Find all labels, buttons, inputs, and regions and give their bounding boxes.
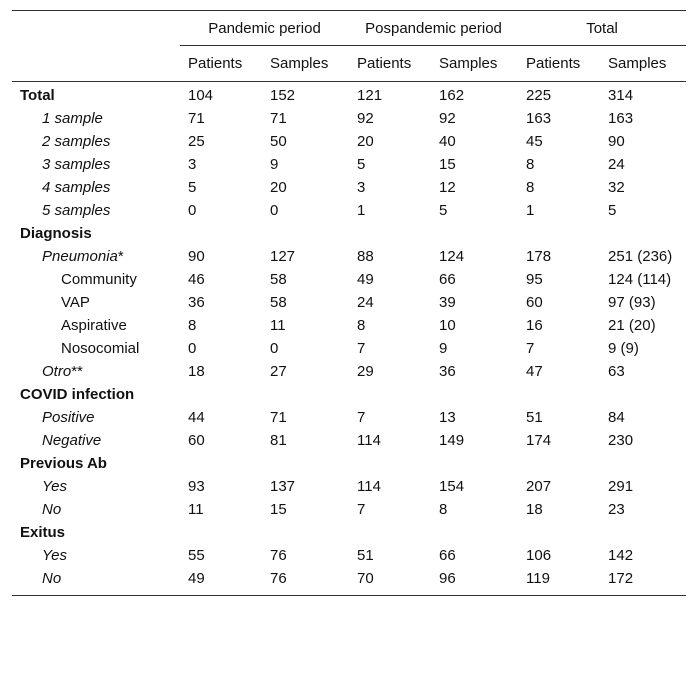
table-cell: 58	[270, 271, 287, 288]
row-label: Exitus	[20, 524, 66, 541]
table-cell: 55	[188, 547, 205, 564]
table-cell	[431, 383, 518, 406]
group-header-row	[12, 11, 686, 46]
table-cell	[349, 521, 431, 544]
data-table	[12, 10, 686, 596]
table-cell: 63	[608, 363, 625, 380]
table-cell: 66	[439, 271, 456, 288]
table-row	[12, 199, 686, 222]
table-cell: 20	[270, 179, 287, 196]
row-label: 3 samples	[42, 156, 111, 173]
row-label: Negative	[42, 432, 102, 449]
table-cell: 163	[608, 110, 634, 127]
table-cell: 11	[270, 317, 286, 334]
table-cell: 40	[439, 133, 456, 150]
table-cell: 0	[270, 340, 279, 357]
group-header-pospandemic: Pospandemic period	[349, 11, 518, 46]
table-cell: 9	[439, 340, 448, 357]
table-cell	[349, 383, 431, 406]
table-cell	[518, 383, 600, 406]
table-cell: 142	[608, 547, 634, 564]
table-cell: 66	[439, 547, 456, 564]
table-row	[12, 153, 686, 176]
column-header: Samples	[439, 55, 498, 72]
table-cell: 1	[357, 202, 366, 219]
table-cell: 76	[270, 547, 287, 564]
table-cell: 114	[357, 432, 381, 449]
table-cell: 121	[357, 87, 383, 104]
table-cell: 71	[188, 110, 205, 127]
table-cell: 5	[188, 179, 197, 196]
table-row	[12, 406, 686, 429]
table-cell: 51	[357, 547, 374, 564]
table-cell: 24	[357, 294, 374, 311]
table-cell: 92	[357, 110, 374, 127]
corner-cell	[12, 46, 180, 82]
column-header: Patients	[526, 55, 581, 72]
table-cell: 36	[439, 363, 456, 380]
table-cell: 9	[270, 156, 279, 173]
table-cell: 93	[188, 478, 205, 495]
table-cell: 58	[270, 294, 287, 311]
table-cell: 95	[526, 271, 543, 288]
table-cell	[431, 521, 518, 544]
table-cell: 7	[357, 501, 366, 518]
table-cell: 251 (236)	[608, 248, 673, 265]
table-cell: 124 (114)	[608, 271, 672, 288]
table-cell: 44	[188, 409, 205, 426]
table-cell: 84	[608, 409, 625, 426]
row-label-italic: Otro	[42, 363, 72, 380]
table-cell: 114	[357, 478, 381, 495]
table-row	[12, 429, 686, 452]
table-cell: 92	[439, 110, 456, 127]
table-body	[12, 82, 686, 596]
table-cell: 1	[526, 202, 535, 219]
table-cell: 11	[188, 501, 204, 518]
table-cell: 81	[270, 432, 287, 449]
table-cell	[180, 521, 262, 544]
table-row	[12, 360, 686, 383]
table-cell: 50	[270, 133, 287, 150]
row-label-footnote-mark: **	[71, 363, 83, 380]
column-header: Samples	[608, 55, 667, 72]
table-row	[12, 82, 686, 108]
table-cell	[262, 383, 349, 406]
table-cell	[262, 521, 349, 544]
table-cell: 60	[526, 294, 543, 311]
table-cell: 51	[526, 409, 543, 426]
row-label: Diagnosis	[20, 225, 92, 242]
table-row	[12, 107, 686, 130]
table-cell: 36	[188, 294, 205, 311]
row-label: Yes	[42, 478, 68, 495]
row-label-italic: Pneumonia	[42, 248, 118, 265]
table-cell: 174	[526, 432, 552, 449]
table-row	[12, 314, 686, 337]
table-cell: 21 (20)	[608, 317, 656, 334]
row-label	[12, 360, 180, 383]
table-cell: 49	[357, 271, 374, 288]
table-cell: 90	[188, 248, 205, 265]
row-label: COVID infection	[20, 386, 135, 403]
table-cell: 24	[608, 156, 625, 173]
table-cell	[180, 383, 262, 406]
table-cell: 8	[526, 179, 535, 196]
table-row	[12, 521, 686, 544]
table-cell: 49	[188, 570, 205, 587]
table-cell: 7	[357, 340, 366, 357]
table-row	[12, 567, 686, 596]
table-cell: 106	[526, 547, 552, 564]
column-header: Patients	[357, 55, 412, 72]
row-label: Nosocomial	[61, 340, 140, 357]
table-cell	[262, 222, 349, 245]
table-cell: 225	[526, 87, 552, 104]
table-row	[12, 498, 686, 521]
table-cell: 71	[270, 110, 287, 127]
table-cell: 25	[188, 133, 205, 150]
table-cell: 15	[270, 501, 287, 518]
table-cell: 76	[270, 570, 287, 587]
table-cell: 5	[357, 156, 366, 173]
table-cell: 291	[608, 478, 634, 495]
table-cell	[349, 452, 431, 475]
table-cell	[600, 383, 686, 406]
row-label: No	[42, 501, 62, 518]
table-cell: 18	[188, 363, 205, 380]
table-row	[12, 337, 686, 360]
row-label: Positive	[42, 409, 95, 426]
table-cell	[262, 452, 349, 475]
table-cell: 18	[526, 501, 543, 518]
table-row	[12, 544, 686, 567]
table-cell: 3	[357, 179, 366, 196]
row-label	[12, 245, 180, 268]
row-label: Yes	[42, 547, 68, 564]
row-label: Community	[61, 271, 137, 288]
table-cell: 45	[526, 133, 543, 150]
table-cell: 7	[526, 340, 535, 357]
table-row	[12, 245, 686, 268]
table-row	[12, 452, 686, 475]
row-label-footnote-mark: *	[117, 248, 124, 265]
table-row	[12, 291, 686, 314]
table-cell	[180, 222, 262, 245]
table-row	[12, 383, 686, 406]
row-label: No	[42, 570, 62, 587]
table-cell: 152	[270, 87, 296, 104]
table-cell: 124	[439, 248, 465, 265]
table-cell: 207	[526, 478, 552, 495]
table-cell: 119	[526, 570, 550, 587]
table-cell: 8	[188, 317, 197, 334]
table-cell	[600, 222, 686, 245]
table-cell: 0	[188, 340, 197, 357]
row-label: Previous Ab	[20, 455, 107, 472]
table-cell	[600, 452, 686, 475]
group-header-pandemic: Pandemic period	[180, 11, 349, 46]
table-cell	[518, 222, 600, 245]
table-cell: 60	[188, 432, 205, 449]
row-label: VAP	[61, 294, 90, 311]
table-cell: 97 (93)	[608, 294, 656, 311]
table-cell: 5	[439, 202, 448, 219]
table-cell: 12	[439, 179, 456, 196]
table-cell: 172	[608, 570, 634, 587]
table-cell: 154	[439, 478, 465, 495]
table-cell: 70	[357, 570, 374, 587]
row-label: 2 samples	[42, 133, 111, 150]
table-cell: 137	[270, 478, 296, 495]
table-cell	[600, 521, 686, 544]
table-cell	[349, 222, 431, 245]
table-cell: 149	[439, 432, 465, 449]
table-cell: 7	[357, 409, 366, 426]
table-row	[12, 130, 686, 153]
column-header-row	[12, 46, 686, 82]
table-row	[12, 222, 686, 245]
table-cell: 178	[526, 248, 552, 265]
table-cell	[518, 521, 600, 544]
table-cell: 15	[439, 156, 456, 173]
table-cell	[180, 452, 262, 475]
table-cell: 5	[608, 202, 617, 219]
table-row	[12, 475, 686, 498]
table-cell: 29	[357, 363, 374, 380]
row-label: 1 sample	[42, 110, 103, 127]
table-cell: 71	[270, 409, 287, 426]
row-label: 4 samples	[42, 179, 111, 196]
table-cell: 96	[439, 570, 456, 587]
table-cell: 13	[439, 409, 456, 426]
table-cell: 32	[608, 179, 625, 196]
group-header-total: Total	[518, 11, 686, 46]
table-cell: 8	[357, 317, 366, 334]
table-cell: 9 (9)	[608, 340, 639, 357]
table-cell: 3	[188, 156, 197, 173]
table-row	[12, 176, 686, 199]
row-label: Total	[20, 87, 55, 104]
table-cell: 127	[270, 248, 296, 265]
row-label: 5 samples	[42, 202, 111, 219]
row-label: Aspirative	[61, 317, 127, 334]
table-cell: 230	[608, 432, 634, 449]
corner-cell	[12, 11, 180, 46]
table-cell: 163	[526, 110, 552, 127]
table-cell: 46	[188, 271, 205, 288]
table-row	[12, 268, 686, 291]
table-cell: 90	[608, 133, 625, 150]
table-cell: 314	[608, 87, 634, 104]
table-cell: 27	[270, 363, 287, 380]
table-cell	[518, 452, 600, 475]
table-cell: 0	[188, 202, 197, 219]
table-cell: 162	[439, 87, 465, 104]
table-cell: 88	[357, 248, 374, 265]
table-cell: 39	[439, 294, 456, 311]
table-cell: 8	[526, 156, 535, 173]
table-cell: 23	[608, 501, 625, 518]
table-cell: 10	[439, 317, 456, 334]
table-cell: 8	[439, 501, 448, 518]
table-cell	[431, 452, 518, 475]
table-cell	[431, 222, 518, 245]
table-cell: 20	[357, 133, 374, 150]
table-cell: 104	[188, 87, 214, 104]
column-header: Samples	[270, 55, 329, 72]
column-header: Patients	[188, 55, 243, 72]
table-cell: 47	[526, 363, 543, 380]
table-cell: 16	[526, 317, 543, 334]
table-cell: 0	[270, 202, 279, 219]
